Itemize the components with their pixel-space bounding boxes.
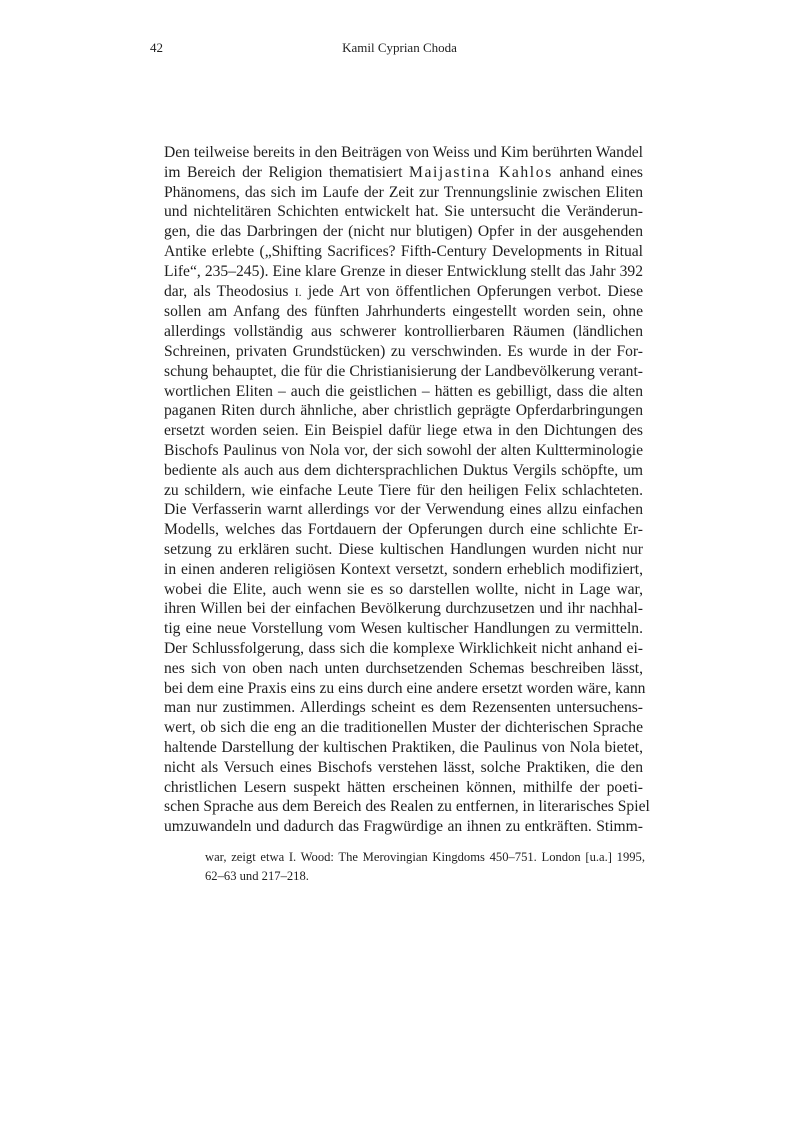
text-line: Phänomens, das sich im Laufe der Zeit zur Trennungslinie zwischen Eliten [164,183,643,201]
text-line: Life“, 235–245). Eine klare Grenze in dieser Entwicklung stellt das Jahr 392 [164,262,643,280]
text-line: paganen Riten durch ähnliche, aber christlich geprägte Opferdarbringungen [164,402,643,420]
text-line: tig eine neue Vorstellung vom Wesen kultischer Handlungen zu vermitteln. [164,620,643,638]
text-line: setzung zu erklären sucht. Diese kultischen Handlungen wurden nicht nur [164,540,643,558]
text-line: sollen am Anfang des fünften Jahrhunderts eingestellt worden sein, ohne [164,303,643,321]
text-line: umzuwandeln und dadurch das Fragwürdige an ihnen zu entkräften. Stimm- [164,818,643,836]
text-line: allerdings vollständig aus schwerer kontrollierbaren Räumen (ländlichen [164,323,643,341]
text-line: ersetzt worden seien. Ein Beispiel dafür liege etwa in den Dichtungen des [164,422,643,440]
text-line: in einen anderen religiösen Kontext versetzt, sondern erheblich modifiziert, [164,560,643,578]
text-line: Antike erlebte („Shifting Sacrifices? Fifth-Century Developments in Ritual [164,242,643,260]
text-line: Die Verfasserin warnt allerdings vor der Verwendung eines allzu einfachen [164,501,643,519]
text-line: wert, ob sich die eng an die traditionellen Muster der dichterischen Sprache [164,719,643,737]
text-line: bediente als auch aus dem dichtersprachlichen Duktus Vergils schöpfte, um [164,461,643,479]
text-line: haltende Darstellung der kultischen Praktiken, die Paulinus von Nola bietet, [164,738,643,756]
text-line: Modells, welches das Fortdauern der Opferungen durch eine schlichte Er- [164,521,643,539]
text-line: gen, die das Darbringen der (nicht nur blutigen) Opfer in der ausgehenden [164,223,643,241]
text-line: zu schildern, wie einfache Leute Tiere für den heiligen Felix schlachteten. [164,481,643,499]
running-head: Kamil Cyprian Choda [342,40,457,55]
footnote-line: war, zeigt etwa I. Wood: The Merovingian Kingdoms 450–751. London [u.a.] 1995, [205,850,645,864]
text-segment: jede Art von öffentlichen Opferungen verbot. Diese [301,282,643,300]
text-line: schung behauptet, die für die Christianisierung der Landbevölkerung verant- [164,362,643,380]
roman-numeral: I. [294,284,302,299]
text-line [164,282,643,303]
text-segment: anhand eines [552,163,643,181]
text-line: wobei die Elite, auch wenn sie es so darstellen wollte, nicht in Lage war, [164,580,643,598]
text-line: und nichtelitären Schichten entwickelt hat. Sie untersucht die Veränderun- [164,203,643,221]
text-line: wortlichen Eliten – auch die geistlichen – hätten es gebilligt, dass die alten [164,382,643,400]
page-number: 42 [150,40,163,55]
text-segment: im Bereich der Religion thematisiert [164,163,410,181]
footnote-line: 62–63 und 217–218. [205,868,309,883]
text-line: schen Sprache aus dem Bereich des Realen zu entfernen, in literarisches Spiel [164,798,650,816]
text-line: Der Schlussfolgerung, dass sich die komplexe Wirklichkeit nicht anhand ei- [164,639,643,657]
text-segment: dar, als Theodosius [164,282,295,300]
text-line: bei dem eine Praxis eins zu eins durch eine andere ersetzt worden wäre, kann [164,679,646,697]
text-line [164,163,643,183]
text-line: Den teilweise bereits in den Beiträgen von Weiss und Kim berührten Wandel [164,144,643,161]
text-line: ihren Willen bei der einfachen Bevölkerung durchzusetzen und ihr nachhal- [164,600,643,618]
text-line: christlichen Lesern suspekt hätten erscheinen können, mithilfe der poeti- [164,778,643,796]
footnote [205,848,645,885]
text-line: nes sich von oben nach unten durchsetzenden Schemas beschreiben lässt, [164,659,643,677]
text-line: man nur zustimmen. Allerdings scheint es dem Rezensenten untersuchens- [164,699,643,717]
text-line: Schreinen, privaten Grundstücken) zu verschwinden. Es wurde in der For- [164,342,643,360]
body-text [164,143,650,837]
text-line: nicht als Versuch eines Bischofs verstehen lässt, solche Praktiken, die den [164,758,643,776]
author-name: Maijastina Kahlos [409,163,553,181]
text-line: Bischofs Paulinus von Nola vor, der sich sowohl der alten Kultterminologie [164,441,643,459]
